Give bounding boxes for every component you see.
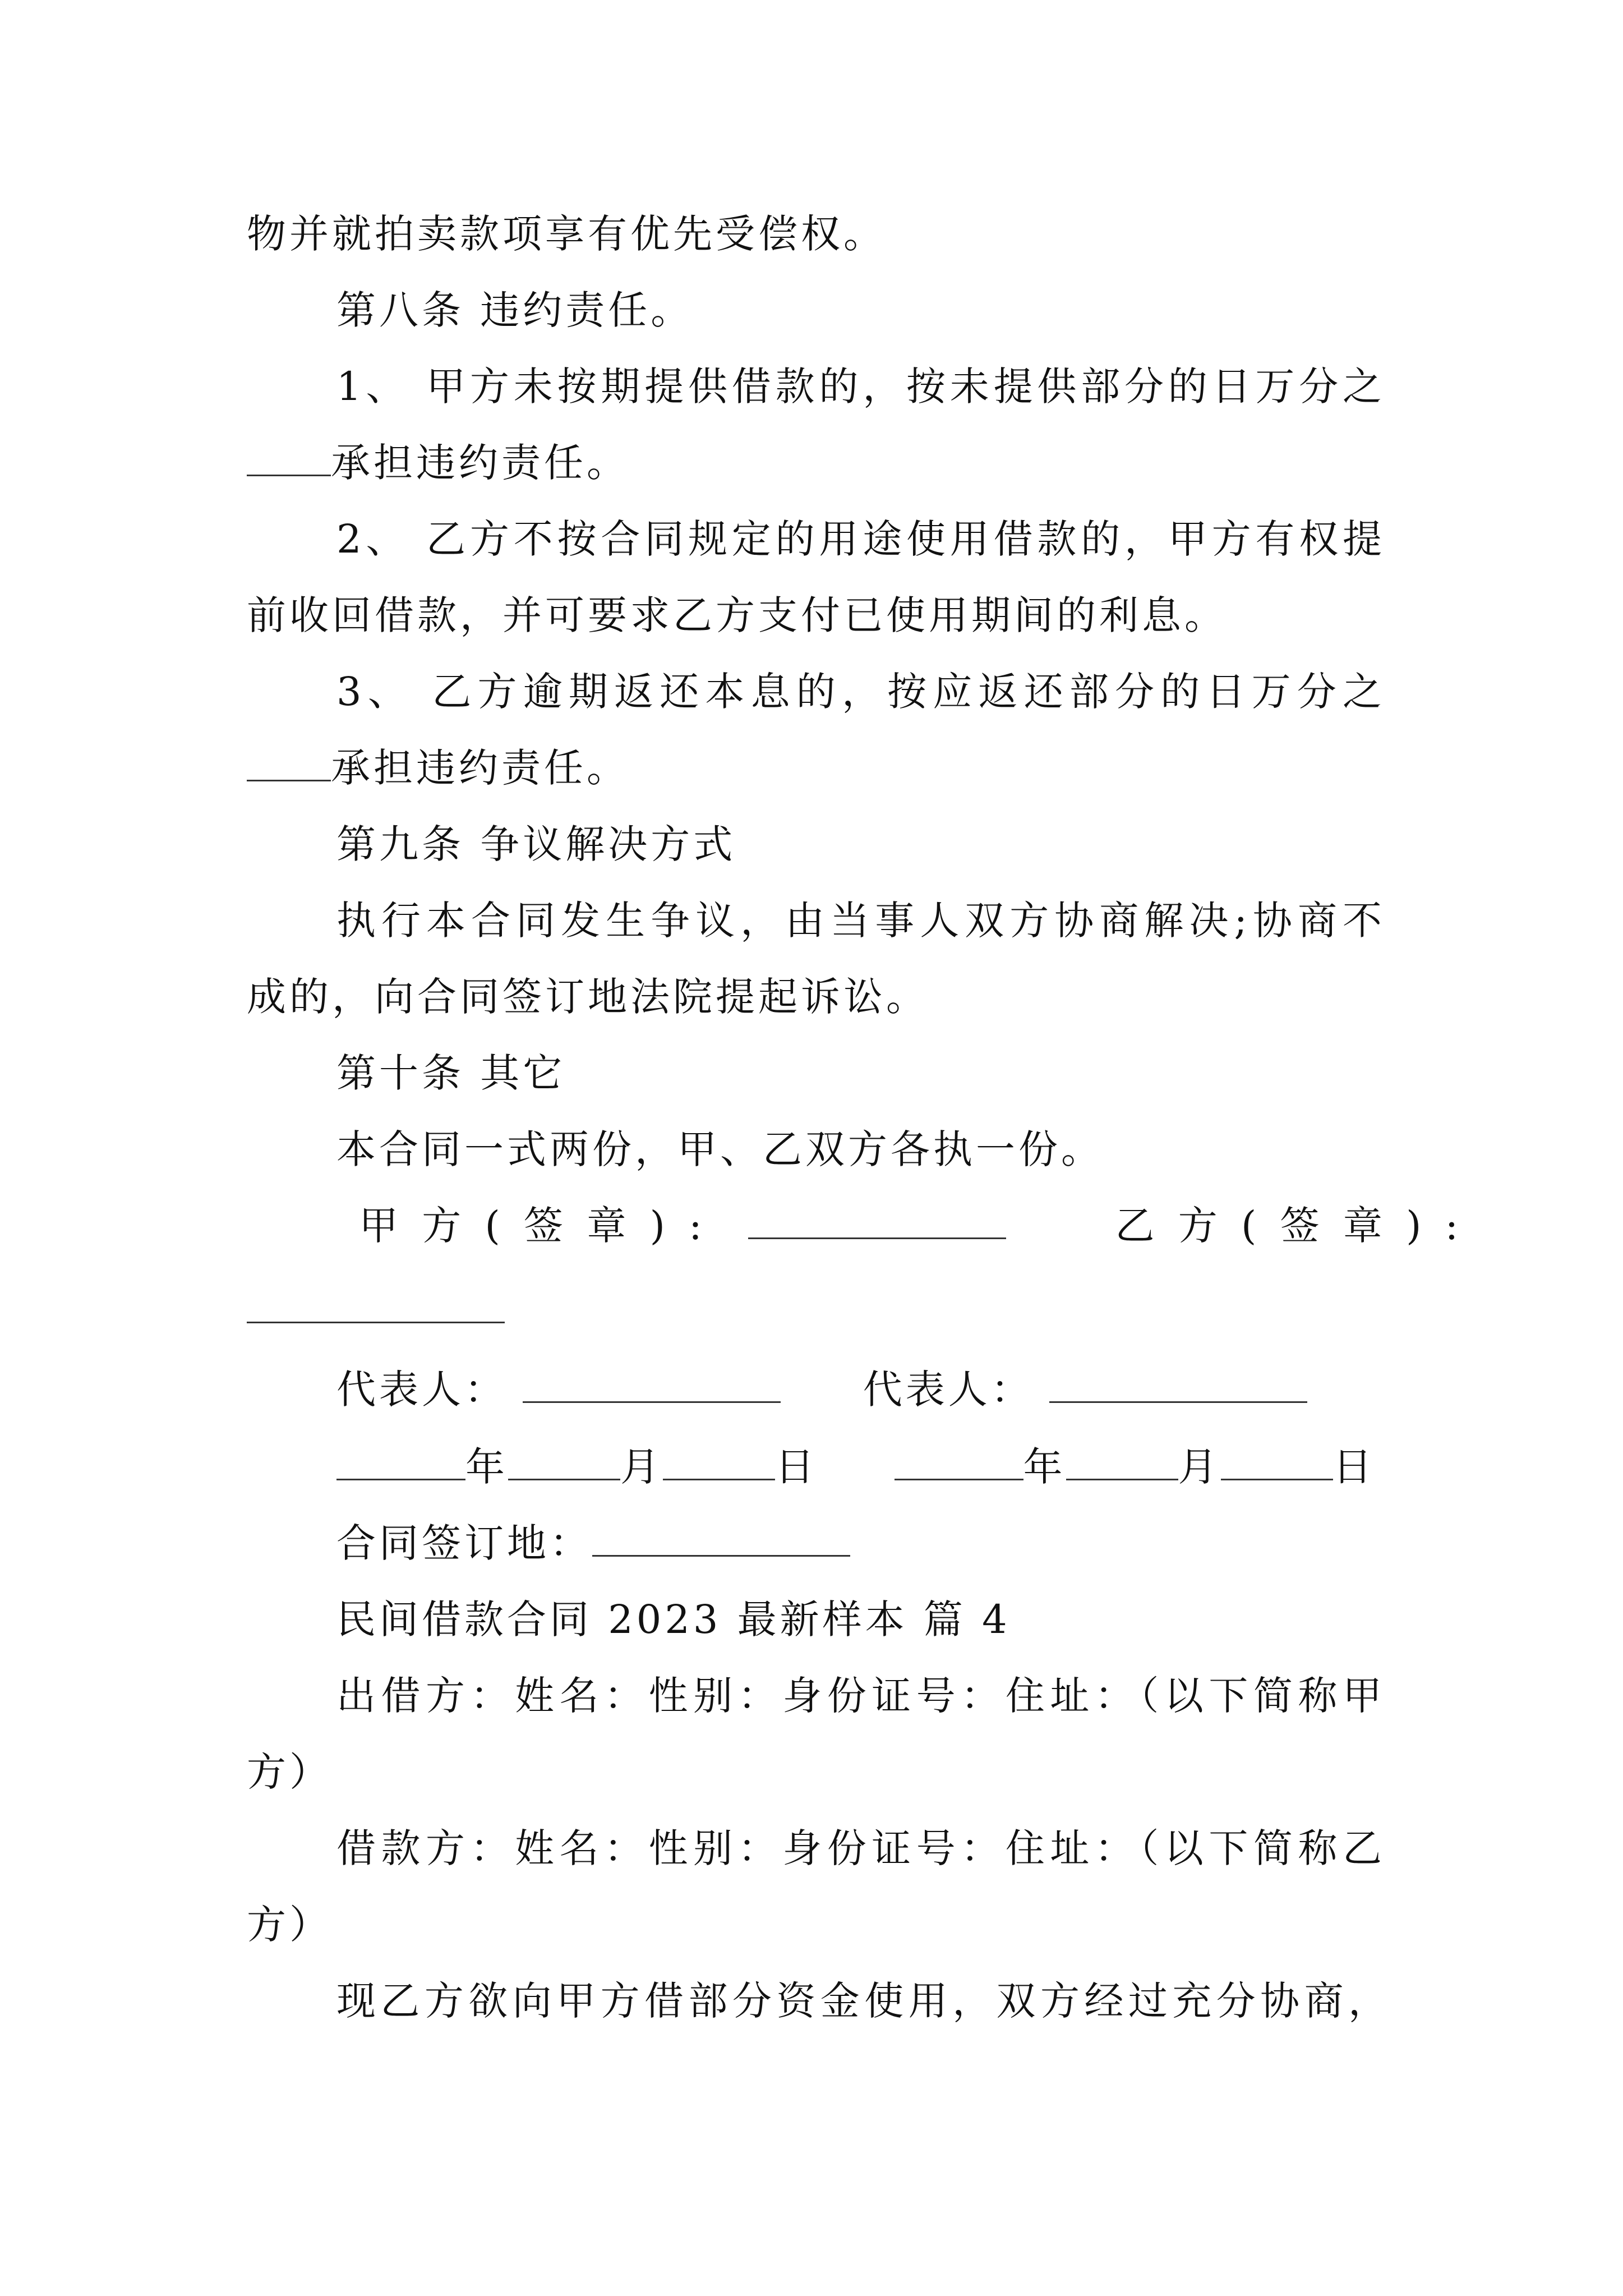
signature-row: [359, 1200, 1464, 1251]
day-b-label: 日: [1332, 1444, 1376, 1490]
year-b-label: 年: [1023, 1444, 1066, 1490]
date-row: [336, 1442, 1376, 1492]
signing-place-label: 合同签订地：: [336, 1520, 592, 1566]
year-b-blank: [895, 1445, 1023, 1480]
amount-blank: [247, 746, 331, 781]
clause-8-2: 2、 乙方不按合同规定的用途使用借款的，甲方有权提: [336, 516, 1385, 562]
party-a-signature-blank: [748, 1204, 1006, 1239]
month-a-label: 月: [620, 1444, 663, 1490]
clause-8-2-cont: 前收回借款，并可要求乙方支付已使用期间的利息。: [247, 592, 1227, 638]
rep-a-label: 代表人：: [336, 1366, 507, 1412]
lender-info-cont: 方）: [247, 1749, 332, 1795]
clause-8-3-cont: [247, 743, 629, 793]
month-a-blank: [508, 1445, 620, 1480]
party-a-signature-label: 甲 方 ( 签 章 ) :: [359, 1203, 708, 1249]
article-9-body: 执行本合同发生争议，由当事人双方协商解决;协商不: [336, 898, 1385, 944]
year-a-blank: [336, 1445, 465, 1480]
signing-place-row: [336, 1518, 850, 1568]
year-a-label: 年: [465, 1444, 508, 1490]
article-9-body-cont: 成的，向合同签订地法院提起诉讼。: [247, 974, 929, 1020]
month-b-label: 月: [1178, 1444, 1221, 1490]
signature-blank-cont: [247, 1285, 505, 1335]
day-b-blank: [1221, 1445, 1333, 1480]
clause-8-3-text: 承担违约责任。: [331, 745, 629, 791]
lender-info: 出借方：姓名：性别：身份证号：住址：（以下简称甲: [336, 1673, 1385, 1719]
rep-b-blank: [1049, 1368, 1307, 1403]
party-b-signature-label: 乙 方 ( 签 章 ) :: [1115, 1203, 1464, 1249]
borrower-info: 借款方：姓名：性别：身份证号：住址：（以下简称乙: [336, 1825, 1385, 1871]
representative-row: [336, 1364, 1307, 1415]
day-a-blank: [663, 1445, 775, 1480]
month-b-blank: [1066, 1445, 1178, 1480]
article-10-heading: 第十条 其它: [336, 1050, 566, 1096]
rep-b-label: 代表人：: [863, 1366, 1034, 1412]
amount-blank: [247, 441, 331, 476]
article-9-heading: 第九条 争议解决方式: [336, 821, 736, 867]
day-a-label: 日: [775, 1444, 818, 1490]
clause-8-1: 1、 甲方未按期提供借款的，按未提供部分的日万分之: [336, 364, 1385, 409]
clause-8-1-text: 承担违约责任。: [331, 440, 629, 486]
signing-place-blank: [592, 1521, 850, 1557]
preamble-text: 现乙方欲向甲方借部分资金使用，双方经过充分协商，: [336, 1978, 1391, 2024]
clause-8-1-cont: [247, 438, 629, 488]
article-8-heading: 第八条 违约责任。: [336, 287, 694, 333]
section-title: 民间借款合同 2023 最新样本 篇 4: [336, 1596, 1011, 1642]
party-b-signature-blank: [247, 1288, 505, 1323]
article-10-body: 本合同一式两份，甲、乙双方各执一份。: [336, 1126, 1104, 1172]
paragraph-continuation: 物并就拍卖款项享有优先受偿权。: [247, 211, 886, 257]
clause-8-3: 3、 乙方逾期返还本息的，按应返还部分的日万分之: [336, 669, 1385, 715]
rep-a-blank: [523, 1368, 781, 1403]
borrower-info-cont: 方）: [247, 1902, 332, 1948]
